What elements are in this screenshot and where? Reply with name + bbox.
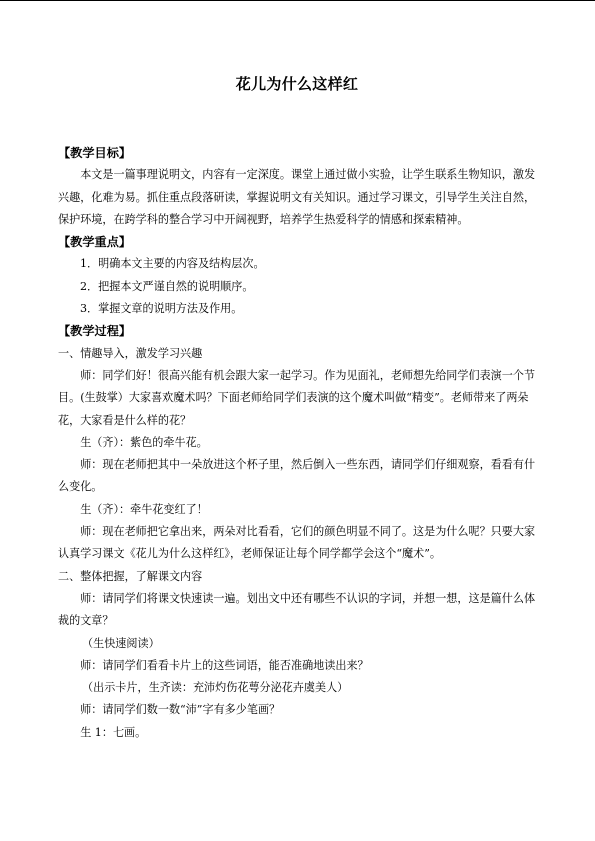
dialogue-line: 生（齐）：紫色的牵牛花。	[80, 435, 208, 449]
section-heading-focus: 【教学重点】	[58, 235, 132, 250]
dialogue-line: 师：同学们好！很高兴能有机会跟大家一起学习。作为见面礼，老师想先给同学们表演一个节目。(生鼓掌）大家喜欢魔术吗？下面老师给同学们表演的这个魔术叫做“精变”。老师带来了两朵花，大家看是什么样的花？	[58, 368, 536, 427]
focus-item-3: 3．掌握文章的说明方法及作用。	[80, 302, 243, 316]
dialogue-line: 生（齐）：牵牛花变红了！	[80, 502, 208, 516]
dialogue-line: 生 1：七画。	[80, 725, 147, 739]
document-body	[58, 142, 536, 744]
dialogue-line: 师：请同学们看看卡片上的这些词语，能否准确地读出来？	[80, 658, 369, 672]
goals-paragraph: 本文是一篇事理说明文，内容有一定深度。课堂上通过做小实验，让学生联系生物知识，激发兴趣，化难为易。抓住重点段落研读，掌握说明文有关知识。通过学习课文，引导学生关注自然，保护环境，在跨学科的整合学习中开阔视野，培养学生热爱科学的情感和探索精神。	[58, 168, 536, 226]
focus-item-2: 2．把握本文严谨自然的说明顺序。	[80, 279, 254, 293]
focus-item-1: 1．明确本文主要的内容及结构层次。	[80, 257, 265, 271]
stage-direction: （出示卡片，生齐读：充沛灼伤花萼分泌花卉虞美人）	[82, 681, 349, 695]
top-rule	[0, 0, 595, 1]
stage-direction: （生快速阅读）	[82, 636, 160, 650]
dialogue-line: 师：请同学们数一数“沛”字有多少笔画？	[80, 703, 281, 717]
section-heading-process: 【教学过程】	[58, 324, 132, 339]
document-title: 花儿为什么这样红	[235, 75, 359, 93]
part2-title: 二、整体把握，了解课文内容	[58, 569, 203, 583]
dialogue-line: 师：现在老师把其中一朵放进这个杯子里，然后倒入一些东西，请同学们仔细观察，看看有什么变化。	[58, 458, 536, 494]
dialogue-line: 师：请同学们将课文快速读一遍。划出文中还有哪些不认识的字词，并想一想，这是篇什么体裁的文章？	[58, 591, 536, 628]
part1-title: 一、情趣导入，激发学习兴趣	[58, 346, 203, 360]
section-heading-goals: 【教学目标】	[58, 146, 132, 160]
dialogue-line: 师：现在老师把它拿出来，两朵对比看看，它们的颜色明显不同了。这是为什么呢？只要大家认真学习课文《花儿为什么这样红》，老师保证让每个同学都学会这个“魔术”。	[58, 525, 536, 561]
